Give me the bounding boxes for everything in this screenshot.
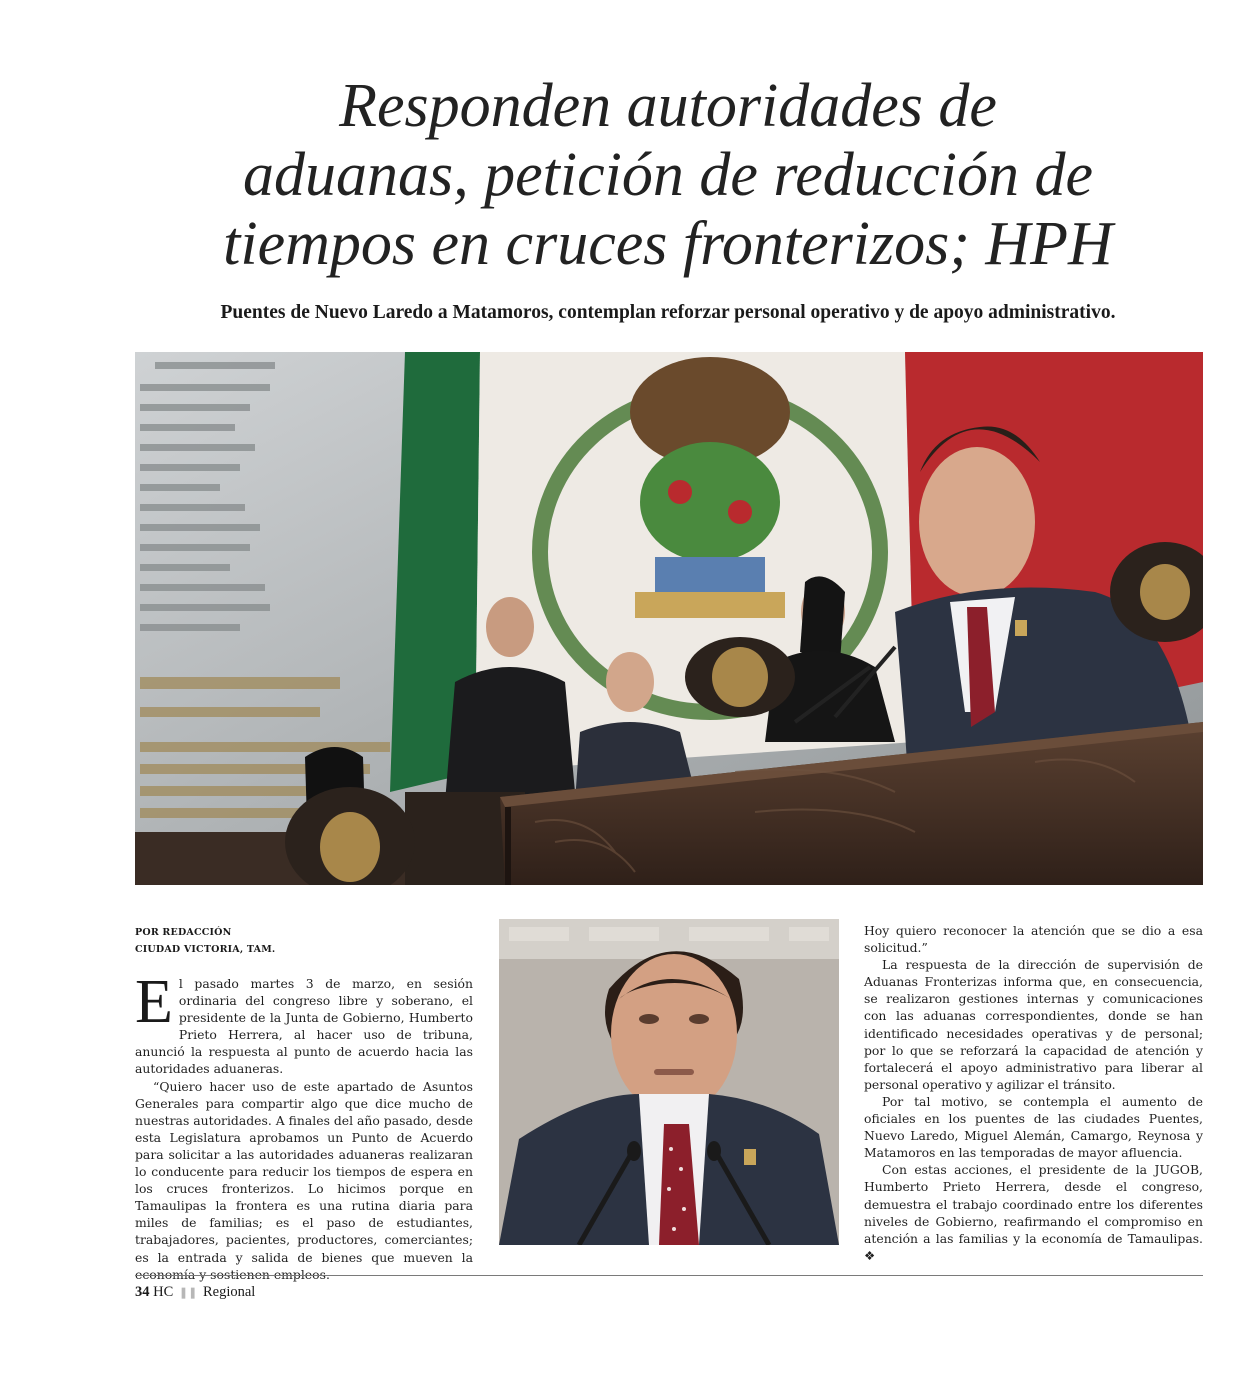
paragraph-text: l pasado martes 3 de marzo, en sesión ordinaria del congreso libre y soberano, el presidente de la Junta de Gobierno, Humberto Prieto Herrera, al hacer uso de tribuna, anunció la respuesta al punto de acuerdo hacia las autoridades aduaneras. [135, 976, 473, 1077]
section-separator-icon: ❚❚ [178, 1287, 198, 1299]
publication-name: HC [153, 1284, 174, 1300]
article-headline [130, 72, 1206, 279]
main-photo-congress-tribune [135, 352, 1203, 885]
article-paragraph: Con estas acciones, el presidente de la JUGOB, Humberto Prieto Herrera, desde el congreso, demuestra el trabajo coordinado entre los diferentes niveles de Gobierno, reafirmando el compromiso en atención a las familias y la economía de Tamaulipas. ❖ [864, 1162, 1203, 1263]
portrait-photo-speaker [499, 919, 839, 1245]
footer-divider [135, 1275, 1203, 1276]
article-column-left [135, 968, 474, 1283]
article-paragraph [135, 968, 473, 1078]
article-paragraph: La respuesta de la dirección de supervisión de Aduanas Fronterizas informa que, en consecuencia, se realizaron gestiones internas y comunicaciones con las aduanas correspondientes, donde se han identificado necesidades operativas y de personal; por lo que se reforzará la capacidad de atención y fortalecerá el apoyo administrativo para liberar al personal operativo y agilizar el tránsito. [864, 957, 1203, 1092]
byline-author: POR REDACCIÓN [135, 927, 232, 938]
page-number: 34 [135, 1284, 150, 1300]
byline-location: CIUDAD VICTORIA, TAM. [135, 944, 276, 955]
article-subheadline: Puentes de Nuevo Laredo a Matamoros, contemplan reforzar personal operativo y de apoyo administrativo. [220, 302, 1116, 323]
headline-line: Responden autoridades de [339, 72, 997, 140]
page-footer [135, 1283, 255, 1302]
article-paragraph: Por tal motivo, se contempla el aumento de oficiales en los puentes de las ciudades Puentes, Nuevo Laredo, Miguel Alemán, Camargo, Reynosa y Matamoros en las temporadas de mayor afluencia. [864, 1093, 1203, 1161]
section-name: Regional [202, 1284, 256, 1300]
article-paragraph: “Quiero hacer uso de este apartado de Asuntos Generales para compartir algo que dice mucho de nuestras autoridades. A finales del año pasado, desde esta Legislatura aprobamos un Punto de Acuerdo para solicitar a las autoridades aduaneras realizaran lo conducente para reducir los tiempos de espera en los cruces fronterizos. Lo hicimos porque en Tamaulipas la frontera es una rutina diaria para miles de familias; es el paso de estudiantes, trabajadores, pacientes, productores, comerciantes; es la entrada y salida de bienes que mueven la economía y sostienen empleos. [135, 1078, 474, 1282]
headline-line: aduanas, petición de reducción de [243, 141, 1093, 209]
article-paragraph: Hoy quiero reconocer la atención que se dio a esa solicitud.” [864, 923, 1203, 956]
headline-line: tiempos en cruces fronterizos; HPH [223, 210, 1113, 278]
article-column-right [864, 922, 1203, 1264]
article-byline [135, 924, 475, 958]
drop-cap: E [135, 968, 173, 1036]
